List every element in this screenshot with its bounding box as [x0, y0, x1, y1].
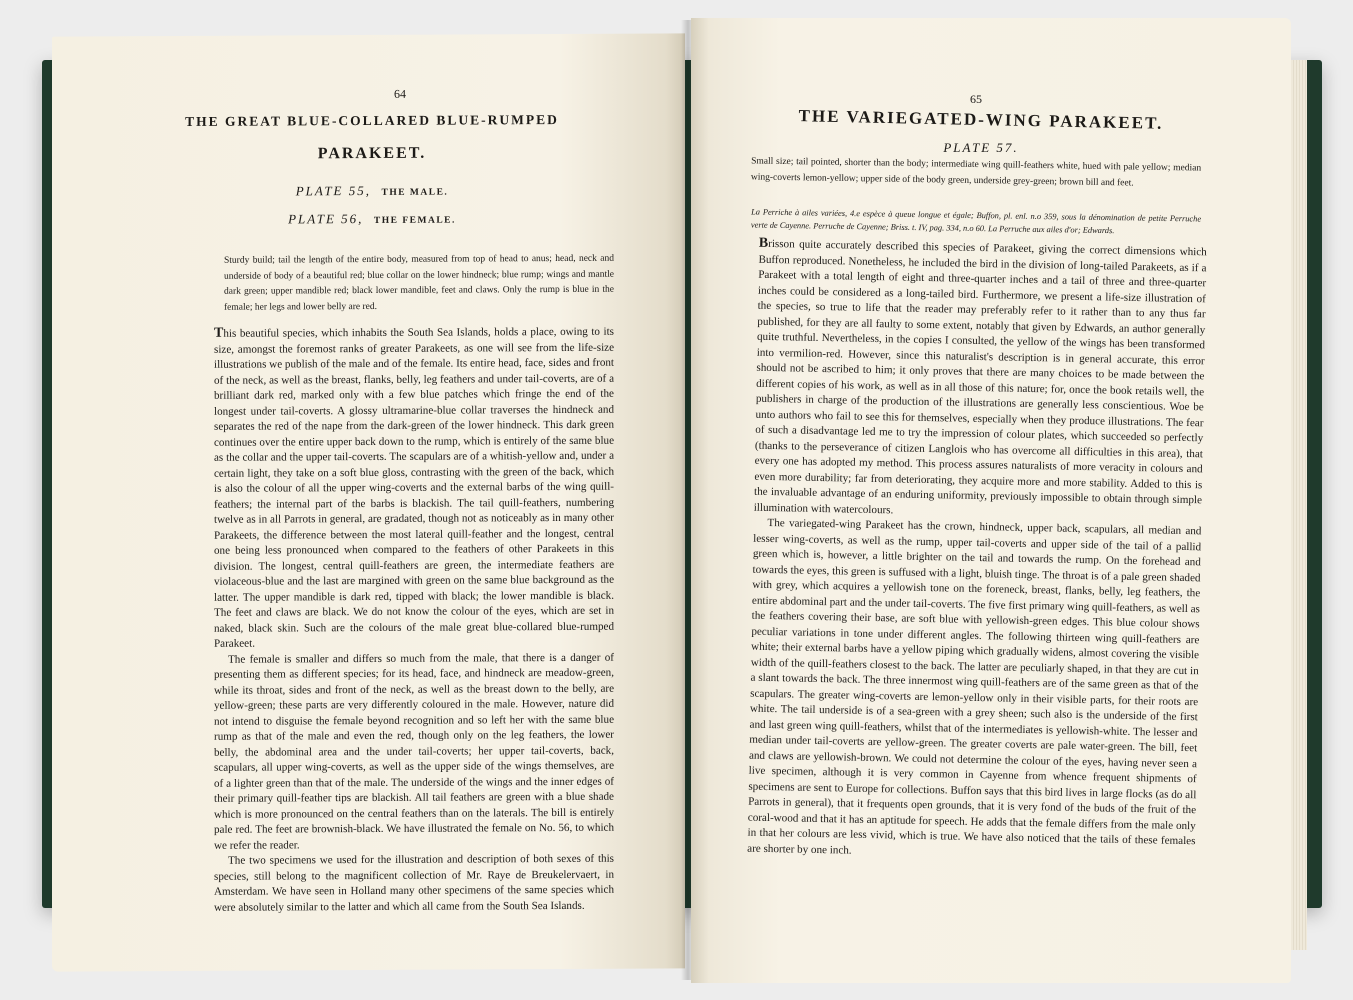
paragraph-2: The female is smaller and differs so much from the male, that there is a danger of presenting them as different species; for its head, face, and hindneck are meadow-green, while its throat, sides and front of the neck, as well as the breast down to the belly, are yellow-green; these parts are very differently coloured in the male. However, nature did not intend to disguise the female beyond recognition and so left her with the same blue rump as that of the male and even the red, though only on the leg feathers, the lower belly, the abdominal area and the under tail-coverts; her upper tail-coverts, back, scapulars, all upper wing-coverts, as well as the upper side of the wings themselves, are of a lighter green than that of the male. The underside of the wings and the inner edges of their primary quill-feather tips are blackish. All tail feathers are green with a blue shade which is more pronounced on the central feathers than on the laterals. The bill is entirely pale red. The feet are brownish-black. We have illustrated the female on No. 56, to which we refer the reader.	[214, 651, 614, 852]
page-number: 65	[970, 92, 982, 106]
paragraph-2: The variegated-wing Parakeet has the crown, hindneck, upper back, scapulars, all median and lesser wing-coverts, as well as the rump, upper tail-coverts and upper side of the tail of a pallid green which is, however, a little brighter on the tail and towards the rump. On the forehead and towards the eyes, this green is suffused with a light, bluish tinge. The throat is of a pale green shaded with grey, which acquires a yellowish tone on the foreneck, breast, flanks, belly, leg feathers, the entire abdominal part and the under tail-coverts. The five first primary wing quill-feathers, as well as the feathers covering their base, are soft blue with yellowish-green edges. This blue colour shows peculiar variations in tone under different angles. The following thirteen wing quill-feathers are white; their external barbs have a yellow piping which gradually widens, almost covering the visible width of the quill-feathers closest to the back. The latter are peculiarly shaped, in that they are cut in a slant towards the back. The three innermost wing quill-feathers are of the same green as that of the scapulars. The greater wing-coverts are lemon-yellow only in their visible parts, for their roots are white. The tail underside is of a sea-green with a grey sheen; such also is the underside of the first and last green wing quill-feathers, whilst that of the intermediates is yellowish-white. The lesser and median under tail-coverts are yellow-green. The greater coverts are pale water-green. The bill, feet and claws are yellowish-brown. We could not determine the colour of the eyes, having never seen a live specimen, although it is very common in Cayenne from whence frequent shipments of specimens are sent to Europe for collections. Buffon says that this bird lives in large flocks (as do all Parrots in general), that it frequents open grounds, that it is very fond of the buds of the fruit of the coral-wood and that it has an aptitude for speech. He adds that the female differs from the male only in that her colours are less vivid, which is true. We have also noticed that the tails of these females are shorter by one inch.	[747, 516, 1202, 857]
left-page	[52, 33, 685, 971]
plate-male	[182, 182, 562, 200]
drop-cap: T	[214, 325, 224, 341]
plate-male-label: PLATE 55,	[295, 182, 371, 199]
plate-label: PLATE 57.	[943, 140, 1019, 155]
plate-female-label: PLATE 56,	[288, 211, 364, 227]
title-line-1: THE GREAT BLUE-COLLARED BLUE-RUMPED	[185, 112, 559, 129]
paragraph-1-text: his beautiful species, which inhabits the South Sea Islands, holds a place, owing to its size, amongst the foremost ranks of greater Parakeets, as one will see from the life-size illustrations we publish of the male and of the female. Its entire head, face, sides and front of the neck, as well as the breast, flanks, belly, leg feathers and under tail-coverts, are of a brilliant dark red, marked only with a few blue patches which fringe the end of the longest under tail-coverts. A glossy ultramarine-blue collar traverses the hindneck and separates the red of the nape from the dark-green of the lower hindneck. This dark green continues over the entire upper back down to the rump, which is entirely of the same blue as the collar and the upper tail-coverts. The scapulars are of a whitish-yellow and, under a certain light, they take on a soft blue gloss, contrasting with the green of the back, which is also the colour of all the upper wing-coverts and the external barbs of the wing quill-feathers; the internal part of the barbs is blackish. The tail quill-feathers, numbering twelve as in all Parrots in general, are gradated, though not as noticeably as in many other Parakeets, the difference between the most lateral quill-feather and the longest, central one being less pronounced when compared to the feathers of other Parakeets in this division. The longest, central quill-feathers are green, the intermediate feathers are violaceous-blue and the last are margined with green on the same blue background as the latter. The upper mandible is dark red, tipped with black; the lower mandible is black. The feet and claws are black. We do not know the colour of the eyes, which are set in naked, black skin. Such are the colours of the male great blue-collared blue-rumped Parakeet.	[214, 325, 614, 650]
plate-female	[182, 210, 562, 228]
synonymy-note: La Perriche à ailes variées, 4.e espèce à queue longue et égale; Buffon, pl. enl. n.o 359, sous la dénomination de petite Perruche verte de Cayenne. Perruche de Cayenne; Briss. t. IV, pag. 334, n.o 60. La Perruche aux ailes d'or; Edwards.	[750, 207, 1202, 235]
paragraph-1	[754, 236, 1207, 525]
species-summary: Sturdy build; tail the length of the entire body, measured from top of head to anus; head, neck and underside of body of a beautiful red; blue collar on the lower hindneck; blue rump; wings and mantle dark green; upper mandible red; black lower mandible, feet and claws. Only the rump is blue in the female; her legs and lower belly are red.	[224, 253, 614, 313]
drop-cap: B	[758, 235, 769, 251]
main-text	[747, 236, 1207, 865]
paragraph-3: The two specimens we used for the illustration and description of both sexes of this species, still belong to the magnificent collection of Mr. Raye de Breukelervaert, in Amsterdam. We have seen in Holland many other specimens of the same species which were absolutely similar to the latter and which all came from the South Sea Islands.	[214, 852, 614, 914]
right-page	[691, 18, 1291, 983]
paragraph-1	[214, 324, 614, 653]
title-line-2: PARAKEET.	[317, 144, 427, 163]
main-text	[214, 324, 614, 916]
plate-female-caption: THE FEMALE.	[373, 215, 456, 226]
paragraph-1-text: risson quite accurately described this species of Parakeet, giving the correct dimensions which Buffon reproduced. Nonetheless, he included the bird in the division of long-tailed Parakeets, as if a Parakeet with a total length of eight and three-quarter inches and a tail of three and three-quarter inches could be considered as a long-tailed bird. Furthermore, we present a life-size illustration of the species, so true to life that the reader may preferably refer to it rather than to any thus far published, for they are all faulty to some extent, notably that given by Edwards, an author generally quite truthful. Nevertheless, in the copies I consulted, the yellow of the wings has been transformed into vermilion-red. However, since this naturalist's description is in general accurate, this error should not be ascribed to him; it only proves that there are many choices to be made between the different copies of his work, as well as in all those of this nature; for, once the book retails well, the publishers in charge of the production of the illustrations are generally less conscientious. Woe be unto authors who fail to see this for themselves, especially when they produce illustrations. The fear of such a disadvantage led me to try the impression of colour plates, which succeeded so perfectly (thanks to the perseverance of citizen Langlois who has overcome all difficulties in this area), that every one has adopted my method. This process assures naturalists of more veracity in colours and even more durability; far from deteriorating, they acquire more and more stability. Added to this is the invaluable advantage of an enduring uniformity, previously impossible to obtain through simple illumination with watercolours.	[753, 237, 1207, 516]
species-summary: Small size; tail pointed, shorter than the body; intermediate wing quill-feathers white, hued with pale yellow; median wing-coverts lemon-yellow; upper side of the body green, underside grey-green; brown bill and feet.	[750, 156, 1202, 188]
page-number: 64	[394, 86, 406, 101]
plate-male-caption: THE MALE.	[381, 187, 449, 198]
page-title: THE VARIEGATED-WING PARAKEET.	[798, 106, 1164, 133]
